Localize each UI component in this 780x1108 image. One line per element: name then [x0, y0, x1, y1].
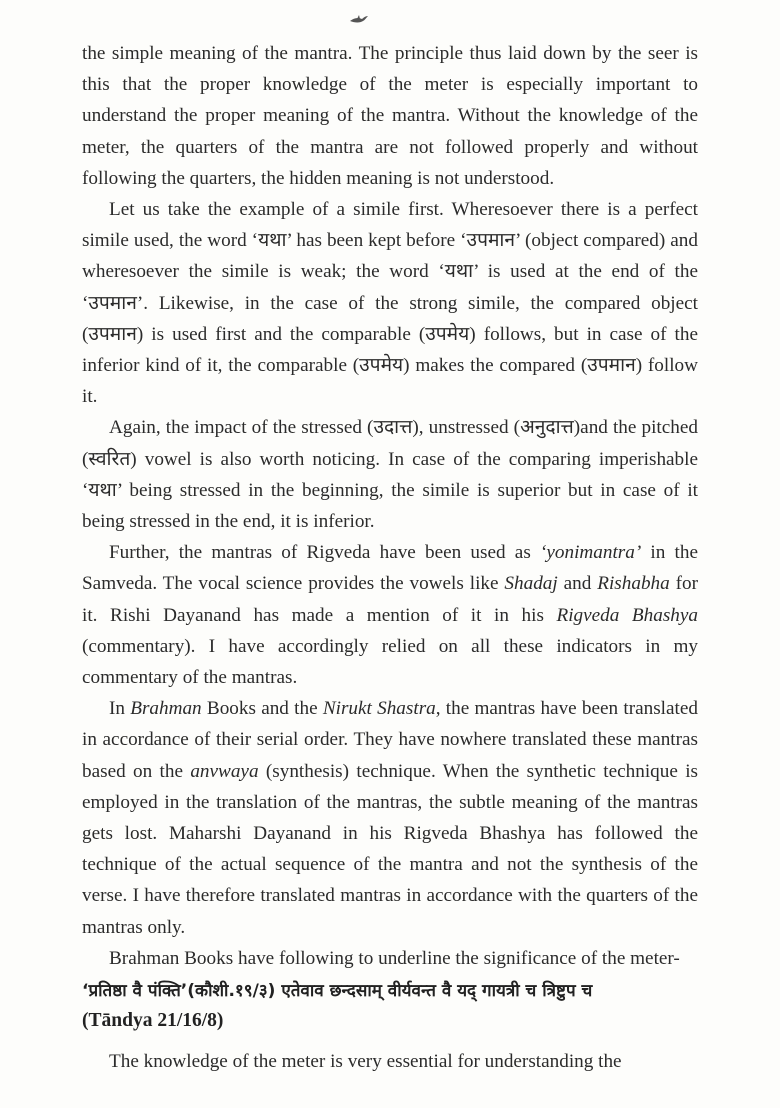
sanskrit-quote: ‘प्रतिष्ठा वै पंक्ति’(कौशी.१९/३) एतेवाव छन्दसाम् वीर्यवन्त वै यद् गायत्री च त्रिष्टुप च — [82, 981, 593, 1002]
paragraph-continuation: the simple meaning of the mantra. The principle thus laid down by the seer is this that the proper knowledge of the meter is especially important to understand the proper meaning of the mantra. Without the knowledge of the meter, the quarters of the mantra are not followed properly and without following the quarters, the hidden meaning is not understood. — [82, 43, 698, 189]
italic-term: ‘yonimantra’ — [539, 542, 642, 564]
italic-term: anvwaya — [190, 760, 259, 782]
paragraph-closing: The knowledge of the meter is very essential for understanding the — [109, 1051, 622, 1073]
paragraph-brahman-books — [82, 693, 698, 943]
text-run: Books and the — [201, 698, 323, 720]
italic-term: Nirukt Shastra — [322, 698, 436, 720]
text-run: , the mantras have been translated in accordance of their serial order. They have nowhere translated these mantras based on the — [82, 698, 698, 782]
text-run: (synthesis) technique. When the synthetic technique is employed in the translation of the mantras, the subtle meaning of the mantras gets lost. Maharshi Dayanand in his Rigveda Bhashya has followed the technique of the actual sequence of the mantra and not the synthesis of the verse. I have therefore translated mantras in accordance with the quarters of the mantras only. — [82, 760, 698, 938]
text-run: and — [557, 573, 598, 595]
italic-term: Brahman — [130, 698, 202, 720]
printer-ornament-icon — [348, 12, 370, 26]
paragraph-yonimantra — [82, 537, 698, 693]
text-run: (commentary). I have accordingly relied on all these indicators in my commentary of the mantras. — [82, 635, 698, 689]
text-run: Further, the mantras of Rigveda have been used as — [109, 542, 540, 564]
paragraph-simile: Let us take the example of a simile first. Wheresoever there is a perfect simile used, the word ‘यथा’ has been kept before ‘उपमान’ (object compared) and wheresoever the simile is weak; the word ‘यथा’ is used at the end of the ‘उपमान’. Likewise, in the case of the strong simile, the compared object (उपमान) is used first and the comparable (उपमेय) follows, but in case of the inferior kind of it, the comparable (उपमेय) makes the compared (उपमान) follow it. — [82, 199, 698, 408]
document-page — [82, 38, 698, 1077]
paragraph-stress: Again, the impact of the stressed (उदात्त), unstressed (अनुदात्त)and the pitched (स्वरित) vowel is also worth noticing. In case of the comparing imperishable ‘यथा’ being stressed in the beginning, the simile is superior but in case of it being stressed in the end, it is inferior. — [82, 417, 698, 533]
italic-term: Shadaj — [504, 573, 558, 595]
text-run: in the Samveda. The vocal science provides the vowels like — [82, 542, 698, 595]
text-run: for it. Rishi Dayanand has made a mention of it in his — [82, 573, 698, 626]
text-run: In — [109, 698, 131, 720]
italic-term: Rishabha — [597, 573, 670, 595]
paragraph-meter-significance: Brahman Books have following to underline the significance of the meter- — [109, 947, 680, 969]
italic-term: Rigveda Bhashya — [556, 604, 698, 626]
quote-reference: (Tāndya 21/16/8) — [82, 1010, 224, 1032]
